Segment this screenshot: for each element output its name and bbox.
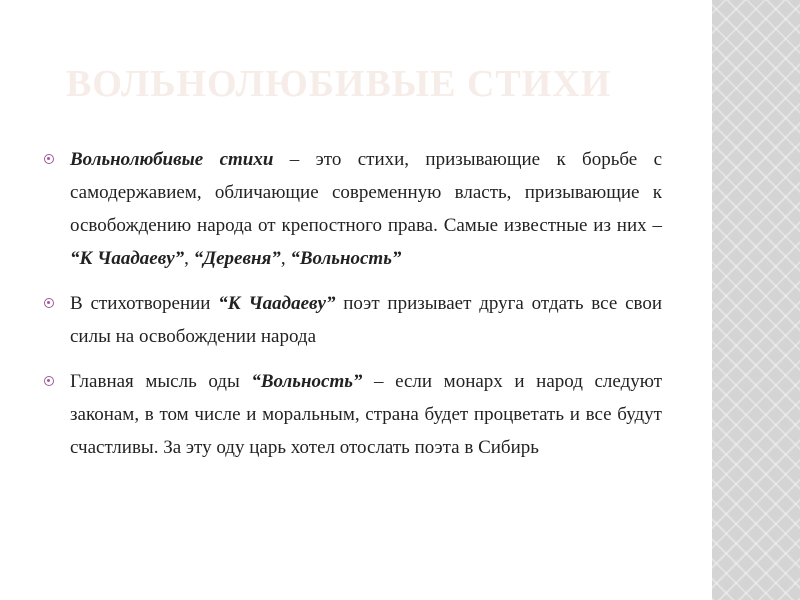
separator: , [280,248,291,269]
bullet-text-pre: Главная мысль оды [70,371,252,392]
circle-dot-bullet-icon [44,298,54,308]
poem-title-chaadaev: “К Чаадаеву” [70,248,185,269]
separator: , [184,248,194,269]
bullet-item-chaadaev [44,287,662,353]
bullet-text-post: – если монарх и народ следуют законам, в том числе и моральным, страна будет процветать и все будут счастливы. За эту оду царь хотел отослать поэта в Сибирь [70,371,662,458]
poem-title-volnost: “Вольность” [251,371,363,392]
bullet-item-volnost [44,365,662,464]
definition-text: – это стихи, призывающие к борьбе с самодержавием, обличающие современную власть, призывающие к освобождению народа от крепостного права. Самые известные из них – [70,149,663,236]
slide-title: ВОЛЬНОЛЮБИВЫЕ СТИХИ [66,63,612,105]
bullet-list [44,143,662,476]
poem-title-chaadaev: “К Чаадаеву” [218,293,336,314]
bullet-text-post: поэт призывает друга отдать все свои силы на освобождении народа [70,293,663,347]
poem-title-derevnya: “Деревня” [193,248,281,269]
circle-dot-bullet-icon [44,376,54,386]
bullet-item-definition [44,143,662,275]
side-decoration-pattern [712,0,800,600]
poem-title-volnost: “Вольность” [290,248,402,269]
term-label: Вольнолюбивые стихи [70,149,274,170]
circle-dot-bullet-icon [44,154,54,164]
bullet-text-pre: В стихотворении [70,293,219,314]
